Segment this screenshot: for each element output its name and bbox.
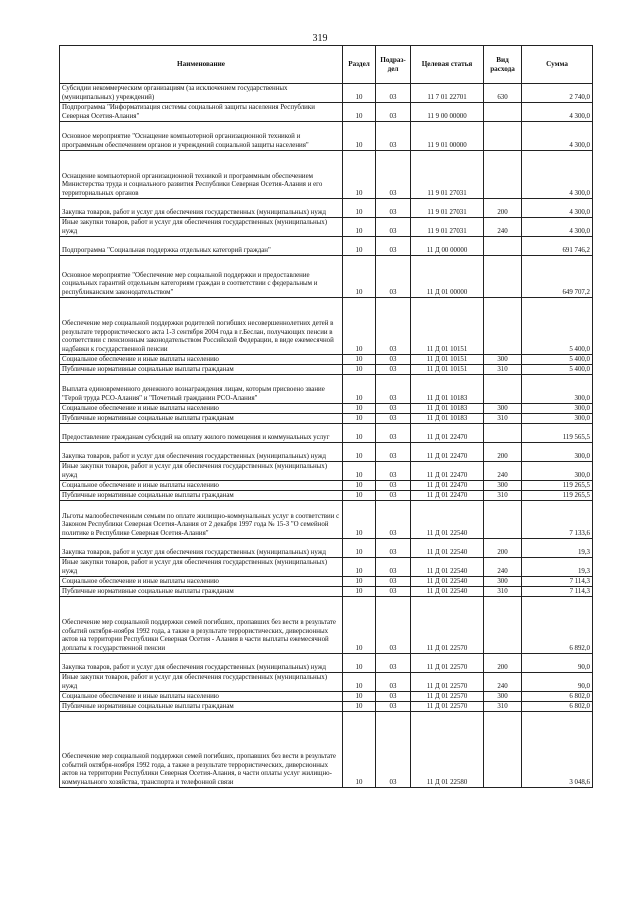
row-type: 630 — [484, 84, 522, 103]
row-target: 11 Д 01 22540 — [411, 558, 484, 577]
row-name: Социальное обеспечение и иные выплаты населению — [60, 692, 343, 702]
row-type: 310 — [484, 587, 522, 597]
table-row — [60, 122, 593, 151]
table-row — [60, 501, 593, 539]
row-sum: 300,0 — [522, 462, 593, 481]
row-name: Льготы малообеспеченным семьям по оплате жилищно-коммунальных услуг в соответствии с Законом Республики Северная Осетия-Алания от 2 декабря 1997 года № 15-З "О семейной политике в Республике Северная Осетия-Алания" — [60, 501, 343, 539]
table-row — [60, 365, 593, 375]
row-type: 310 — [484, 365, 522, 375]
row-subsection: 03 — [376, 151, 411, 199]
row-subsection: 03 — [376, 692, 411, 702]
row-name: Закупка товаров, работ и услуг для обеспечения государственных (муниципальных) нужд — [60, 654, 343, 673]
row-target: 11 9 01 27031 — [411, 199, 484, 218]
row-target: 11 Д 01 22470 — [411, 443, 484, 462]
table-row — [60, 103, 593, 122]
header-sum: Сумма — [522, 46, 593, 84]
row-section: 10 — [343, 577, 376, 587]
row-sum: 691 746,2 — [522, 237, 593, 256]
row-sum: 300,0 — [522, 414, 593, 424]
row-name: Закупка товаров, работ и услуг для обеспечения государственных (муниципальных) нужд — [60, 539, 343, 558]
row-section: 10 — [343, 673, 376, 692]
row-target: 11 Д 01 22540 — [411, 501, 484, 539]
row-type — [484, 501, 522, 539]
row-name: Социальное обеспечение и иные выплаты населению — [60, 577, 343, 587]
row-section: 10 — [343, 122, 376, 151]
row-sum: 90,0 — [522, 673, 593, 692]
row-name: Подпрограмма "Социальная поддержка отдельных категорий граждан" — [60, 237, 343, 256]
row-subsection: 03 — [376, 712, 411, 788]
row-subsection: 03 — [376, 673, 411, 692]
table-row — [60, 151, 593, 199]
row-type: 200 — [484, 654, 522, 673]
row-sum: 119 265,5 — [522, 481, 593, 491]
row-section: 10 — [343, 256, 376, 298]
row-sum: 119 565,5 — [522, 424, 593, 443]
row-target: 11 Д 01 22540 — [411, 577, 484, 587]
row-target: 11 Д 01 22540 — [411, 587, 484, 597]
row-name: Субсидии некоммерческим организациям (за исключением государственных (муниципальных) учреждений) — [60, 84, 343, 103]
table-row — [60, 539, 593, 558]
row-name: Иные закупки товаров, работ и услуг для обеспечения государственных (муниципальных) нужд — [60, 218, 343, 237]
table-row — [60, 587, 593, 597]
row-sum: 7 114,3 — [522, 577, 593, 587]
row-subsection: 03 — [376, 84, 411, 103]
table-row — [60, 375, 593, 404]
table-header-row — [60, 46, 593, 84]
table-row — [60, 404, 593, 414]
row-type: 300 — [484, 577, 522, 587]
row-type: 200 — [484, 443, 522, 462]
table-row — [60, 673, 593, 692]
row-sum: 4 300,0 — [522, 151, 593, 199]
row-subsection: 03 — [376, 218, 411, 237]
page-number: 319 — [312, 33, 328, 44]
row-subsection: 03 — [376, 443, 411, 462]
row-type: 240 — [484, 673, 522, 692]
table-row — [60, 256, 593, 298]
row-section: 10 — [343, 692, 376, 702]
row-type: 240 — [484, 462, 522, 481]
row-name: Обеспечение мер социальной поддержки родителей погибших несовершеннолетних детей в результате террористического акта 1-3 сентября 2004 года в г.Беслан, получающих пенсии в соответствии с пенсионным законодательством Российской Федерации, в виде ежемесячной надбавки к государственной пенсии — [60, 298, 343, 355]
row-subsection: 03 — [376, 103, 411, 122]
row-type — [484, 424, 522, 443]
row-subsection: 03 — [376, 424, 411, 443]
row-target: 11 Д 01 22470 — [411, 491, 484, 501]
row-sum: 7 114,3 — [522, 587, 593, 597]
row-sum: 300,0 — [522, 404, 593, 414]
table-row — [60, 481, 593, 491]
row-section: 10 — [343, 443, 376, 462]
row-section: 10 — [343, 702, 376, 712]
row-type: 300 — [484, 692, 522, 702]
row-sum: 649 707,2 — [522, 256, 593, 298]
row-sum: 7 133,6 — [522, 501, 593, 539]
row-section: 10 — [343, 539, 376, 558]
row-name: Публичные нормативные социальные выплаты гражданам — [60, 491, 343, 501]
row-target: 11 Д 01 22580 — [411, 712, 484, 788]
row-sum: 19,3 — [522, 539, 593, 558]
table-row — [60, 577, 593, 587]
row-section: 10 — [343, 298, 376, 355]
row-target: 11 9 00 00000 — [411, 103, 484, 122]
row-type — [484, 103, 522, 122]
row-target: 11 Д 01 22570 — [411, 597, 484, 654]
table-row — [60, 692, 593, 702]
row-sum: 4 300,0 — [522, 103, 593, 122]
row-section: 10 — [343, 103, 376, 122]
row-sum: 4 300,0 — [522, 218, 593, 237]
row-name: Закупка товаров, работ и услуг для обеспечения государственных (муниципальных) нужд — [60, 443, 343, 462]
row-section: 10 — [343, 365, 376, 375]
table-row — [60, 597, 593, 654]
row-type — [484, 151, 522, 199]
table-row — [60, 237, 593, 256]
row-target: 11 9 01 00000 — [411, 122, 484, 151]
row-name: Оснащение компьютерной организационной техникой и программным обеспечением Министерства труда и социального развития Республики Северная Осетия-Алания и его территориальных органов — [60, 151, 343, 199]
row-subsection: 03 — [376, 355, 411, 365]
row-section: 10 — [343, 558, 376, 577]
row-name: Закупка товаров, работ и услуг для обеспечения государственных (муниципальных) нужд — [60, 199, 343, 218]
row-name: Социальное обеспечение и иные выплаты населению — [60, 481, 343, 491]
row-sum: 5 400,0 — [522, 355, 593, 365]
table-row — [60, 218, 593, 237]
row-subsection: 03 — [376, 122, 411, 151]
table-row — [60, 702, 593, 712]
row-section: 10 — [343, 218, 376, 237]
row-name: Социальное обеспечение и иные выплаты населению — [60, 355, 343, 365]
row-sum: 4 300,0 — [522, 199, 593, 218]
row-subsection: 03 — [376, 491, 411, 501]
row-target: 11 Д 01 22570 — [411, 654, 484, 673]
row-name: Публичные нормативные социальные выплаты гражданам — [60, 702, 343, 712]
row-name: Предоставление гражданам субсидий на оплату жилого помещения и коммунальных услуг — [60, 424, 343, 443]
budget-table — [59, 45, 593, 788]
row-subsection: 03 — [376, 365, 411, 375]
row-target: 11 Д 01 22570 — [411, 673, 484, 692]
header-subsection: Подраз-дел — [376, 46, 411, 84]
row-type — [484, 237, 522, 256]
row-subsection: 03 — [376, 414, 411, 424]
row-target: 11 Д 01 22470 — [411, 462, 484, 481]
header-section: Раздел — [343, 46, 376, 84]
table-row — [60, 414, 593, 424]
row-type: 300 — [484, 355, 522, 365]
table-body — [60, 84, 593, 788]
row-subsection: 03 — [376, 404, 411, 414]
row-target: 11 Д 00 00000 — [411, 237, 484, 256]
table-row — [60, 491, 593, 501]
row-name: Публичные нормативные социальные выплаты гражданам — [60, 587, 343, 597]
row-sum: 6 892,0 — [522, 597, 593, 654]
row-target: 11 Д 01 22570 — [411, 692, 484, 702]
table-row — [60, 199, 593, 218]
row-type: 310 — [484, 702, 522, 712]
row-type — [484, 712, 522, 788]
row-section: 10 — [343, 237, 376, 256]
row-type: 200 — [484, 539, 522, 558]
row-type — [484, 256, 522, 298]
row-type: 310 — [484, 491, 522, 501]
row-section: 10 — [343, 654, 376, 673]
row-subsection: 03 — [376, 256, 411, 298]
row-section: 10 — [343, 404, 376, 414]
row-type — [484, 375, 522, 404]
row-target: 11 Д 01 22470 — [411, 481, 484, 491]
row-sum: 5 400,0 — [522, 298, 593, 355]
row-subsection: 03 — [376, 375, 411, 404]
row-sum: 3 048,6 — [522, 712, 593, 788]
table-row — [60, 558, 593, 577]
row-subsection: 03 — [376, 702, 411, 712]
row-type: 240 — [484, 558, 522, 577]
row-name: Выплата единовременного денежного вознаграждения лицам, которым присвоено звание "Герой труда РСО-Алания" и "Почетный гражданин РСО-Алания" — [60, 375, 343, 404]
row-target: 11 7 01 22701 — [411, 84, 484, 103]
row-target: 11 Д 01 10151 — [411, 365, 484, 375]
row-type — [484, 298, 522, 355]
row-target: 11 Д 01 22470 — [411, 424, 484, 443]
row-name: Подпрограмма "Информатизация системы социальной защиты населения Республики Северная Осетия-Алания" — [60, 103, 343, 122]
row-section: 10 — [343, 355, 376, 365]
row-section: 10 — [343, 375, 376, 404]
header-type: Вид расхода — [484, 46, 522, 84]
row-target: 11 9 01 27031 — [411, 218, 484, 237]
row-sum: 90,0 — [522, 654, 593, 673]
row-target: 11 Д 01 10183 — [411, 404, 484, 414]
row-subsection: 03 — [376, 199, 411, 218]
row-type: 200 — [484, 199, 522, 218]
row-subsection: 03 — [376, 237, 411, 256]
row-section: 10 — [343, 199, 376, 218]
row-type: 310 — [484, 414, 522, 424]
row-name: Иные закупки товаров, работ и услуг для обеспечения государственных (муниципальных) нужд — [60, 462, 343, 481]
row-section: 10 — [343, 491, 376, 501]
row-section: 10 — [343, 712, 376, 788]
row-target: 11 Д 01 10151 — [411, 298, 484, 355]
table-row — [60, 84, 593, 103]
row-target: 11 Д 01 00000 — [411, 256, 484, 298]
row-sum: 19,3 — [522, 558, 593, 577]
table-row — [60, 424, 593, 443]
row-sum: 4 300,0 — [522, 122, 593, 151]
row-section: 10 — [343, 587, 376, 597]
row-section: 10 — [343, 481, 376, 491]
row-section: 10 — [343, 414, 376, 424]
row-subsection: 03 — [376, 654, 411, 673]
row-subsection: 03 — [376, 298, 411, 355]
row-subsection: 03 — [376, 481, 411, 491]
row-target: 11 Д 01 22540 — [411, 539, 484, 558]
row-name: Социальное обеспечение и иные выплаты населению — [60, 404, 343, 414]
row-section: 10 — [343, 424, 376, 443]
header-target: Целевая статья — [411, 46, 484, 84]
row-name: Публичные нормативные социальные выплаты гражданам — [60, 414, 343, 424]
row-sum: 300,0 — [522, 443, 593, 462]
table-row — [60, 298, 593, 355]
row-name: Основное мероприятие "Оснащение компьютерной организационной техникой и программным обеспечением органов и учреждений социальной защиты населения" — [60, 122, 343, 151]
table-row — [60, 654, 593, 673]
row-subsection: 03 — [376, 539, 411, 558]
header-name: Наименование — [60, 46, 343, 84]
row-subsection: 03 — [376, 558, 411, 577]
row-target: 11 Д 01 22570 — [411, 702, 484, 712]
row-subsection: 03 — [376, 587, 411, 597]
row-name: Обеспечение мер социальной поддержки семей погибших, пропавших без вести в результате событий октября-ноября 1992 года, а также в результате террористических, диверсионных актов на территории Республики Северная Осетия-Алания, в части оплаты услуг жилищно-коммунального хозяйства, транспорта и телефонной связи — [60, 712, 343, 788]
row-type: 300 — [484, 481, 522, 491]
row-sum: 2 740,0 — [522, 84, 593, 103]
row-target: 11 Д 01 10183 — [411, 375, 484, 404]
row-type: 240 — [484, 218, 522, 237]
row-sum: 6 802,0 — [522, 702, 593, 712]
table-row — [60, 712, 593, 788]
row-name: Иные закупки товаров, работ и услуг для обеспечения государственных (муниципальных) нужд — [60, 673, 343, 692]
row-name: Основное мероприятие "Обеспечение мер социальной поддержки и предоставление социальных гарантий отдельным категориям граждан в соответствии с федеральным и республиканским законодательством" — [60, 256, 343, 298]
row-subsection: 03 — [376, 577, 411, 587]
row-section: 10 — [343, 462, 376, 481]
table-row — [60, 355, 593, 365]
row-sum: 119 265,5 — [522, 491, 593, 501]
row-name: Обеспечение мер социальной поддержки семей погибших, пропавших без вести в результате событий октября-ноября 1992 года, а также в результате террористических, диверсионных актов на территории Республики Северная Осетия - Алания в части выплаты ежемесячной доплаты к государственной пенсии — [60, 597, 343, 654]
row-type — [484, 597, 522, 654]
row-name: Иные закупки товаров, работ и услуг для обеспечения государственных (муниципальных) нужд — [60, 558, 343, 577]
row-name: Публичные нормативные социальные выплаты гражданам — [60, 365, 343, 375]
row-subsection: 03 — [376, 501, 411, 539]
row-section: 10 — [343, 501, 376, 539]
row-type — [484, 122, 522, 151]
row-section: 10 — [343, 151, 376, 199]
row-type: 300 — [484, 404, 522, 414]
row-subsection: 03 — [376, 597, 411, 654]
row-subsection: 03 — [376, 462, 411, 481]
row-section: 10 — [343, 597, 376, 654]
row-target: 11 Д 01 10151 — [411, 355, 484, 365]
row-sum: 5 400,0 — [522, 365, 593, 375]
row-sum: 300,0 — [522, 375, 593, 404]
row-section: 10 — [343, 84, 376, 103]
table-row — [60, 462, 593, 481]
row-target: 11 9 01 27031 — [411, 151, 484, 199]
table-row — [60, 443, 593, 462]
row-target: 11 Д 01 10183 — [411, 414, 484, 424]
row-sum: 6 802,0 — [522, 692, 593, 702]
